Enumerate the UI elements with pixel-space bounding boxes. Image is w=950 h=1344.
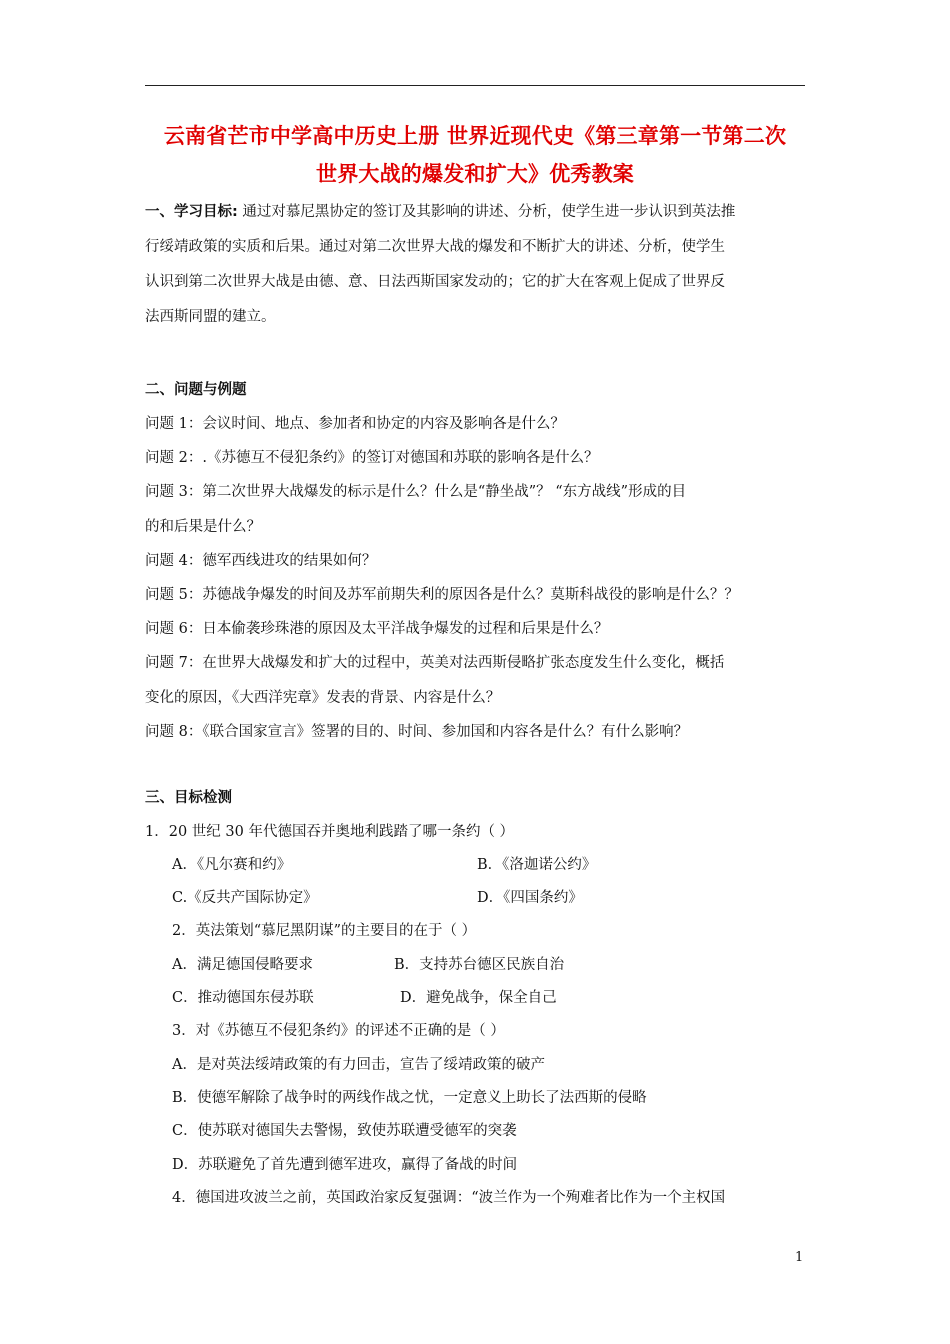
exercise-1-option-d: D．《四国条约》 [477,890,583,906]
question-5: 问题 5：苏德战争爆发的时间及苏军前期失利的原因各是什么？莫斯科战役的影响是什么？？ [145,587,739,603]
document-title-line-1: 云南省芒市中学高中历史上册 世界近现代史《第三章第一节第二次 [163,124,787,148]
exercise-3-option-d: D．苏联避免了首先遭到德军进攻，赢得了备战的时间 [172,1157,518,1173]
section1-line-3: 认识到第二次世界大战是由德、意、日法西斯国家发动的；它的扩大在客观上促成了世界反 [145,274,725,290]
exercise-1-options-cd [172,886,842,907]
question-1: 问题 1：会议时间、地点、参加者和协定的内容及影响各是什么？ [145,416,565,432]
question-3-line-1: 问题 3：第二次世界大战爆发的标示是什么？什么是“静坐战”？ “东方战线”形成的目 [145,484,687,500]
exercise-1-option-c: C.《反共产国际协定》 [172,890,318,906]
exercise-3-option-c: C．使苏联对德国失去警惕，致使苏联遭受德军的突袭 [172,1123,517,1139]
exercise-2-option-b: B．支持苏台德区民族自治 [394,957,565,973]
exercise-2-options-cd [172,986,842,1007]
exercise-1-options-ab [172,853,842,874]
exercise-3-option-a: A．是对英法绥靖政策的有力回击，宣告了绥靖政策的破产 [172,1057,545,1073]
question-7-line-1: 问题 7：在世界大战爆发和扩大的过程中，英美对法西斯侵略扩张态度发生什么变化，概括 [145,655,725,671]
exercise-2-options-ab [172,953,842,974]
question-6: 问题 6：日本偷袭珍珠港的原因及太平洋战争爆发的过程和后果是什么？ [145,621,609,637]
section1-heading-colon: : [232,204,238,220]
exercise-4: 4．德国进攻波兰之前，英国政治家反复强调：“波兰作为一个殉难者比作为一个主权国 [172,1190,726,1206]
exercise-3-option-b: B．使德军解除了战争时的两线作战之忧，一定意义上助长了法西斯的侵略 [172,1090,647,1106]
exercise-1-option-b: B．《洛迦诺公约》 [477,857,597,873]
exercise-3: 3．对《苏德互不侵犯条约》的评述不正确的是（ ） [172,1023,505,1039]
question-2: 问题 2：.《苏德互不侵犯条约》的签订对德国和苏联的影响各是什么？ [145,450,599,466]
section3-heading: 三、目标检测 [145,790,232,806]
header-rule [145,85,805,86]
section2-heading: 二、问题与例题 [145,382,247,398]
section1-line-2: 行绥靖政策的实质和后果。通过对第二次世界大战的爆发和不断扩大的讲述、分析，使学生 [145,239,725,255]
page-number: 1 [795,1250,804,1265]
exercise-2-option-a: A．满足德国侵略要求 [172,957,313,973]
section1-text: 通过对慕尼黑协定的签订及其影响的讲述、分析，使学生进一步认识到英法推 [242,204,736,220]
question-4: 问题 4：德军西线进攻的结果如何？ [145,553,377,569]
section1-heading: 一、学习目标 [145,204,232,220]
exercise-2-option-c: C．推动德国东侵苏联 [172,990,314,1006]
question-7-line-2: 变化的原因，《大西洋宪章》发表的背景、内容是什么？ [145,690,501,706]
exercise-2-option-d: D．避免战争，保全自己 [400,990,557,1006]
section1-first-line [145,200,815,221]
exercise-1: 1．20 世纪 30 年代德国吞并奥地利践踏了哪一条约（ ） [145,824,515,840]
question-8: 问题 8：《联合国家宣言》签署的目的、时间、参加国和内容各是什么？有什么影响？ [145,724,689,740]
document-title-line-2: 世界大战的爆发和扩大》优秀教案 [316,162,634,186]
exercise-1-option-a: A．《凡尔赛和约》 [172,857,292,873]
question-3-line-2: 的和后果是什么？ [145,519,261,535]
exercise-2: 2．英法策划“慕尼黑阴谋”的主要目的在于（ ） [172,923,477,939]
section1-line-4: 法西斯同盟的建立。 [145,309,276,325]
